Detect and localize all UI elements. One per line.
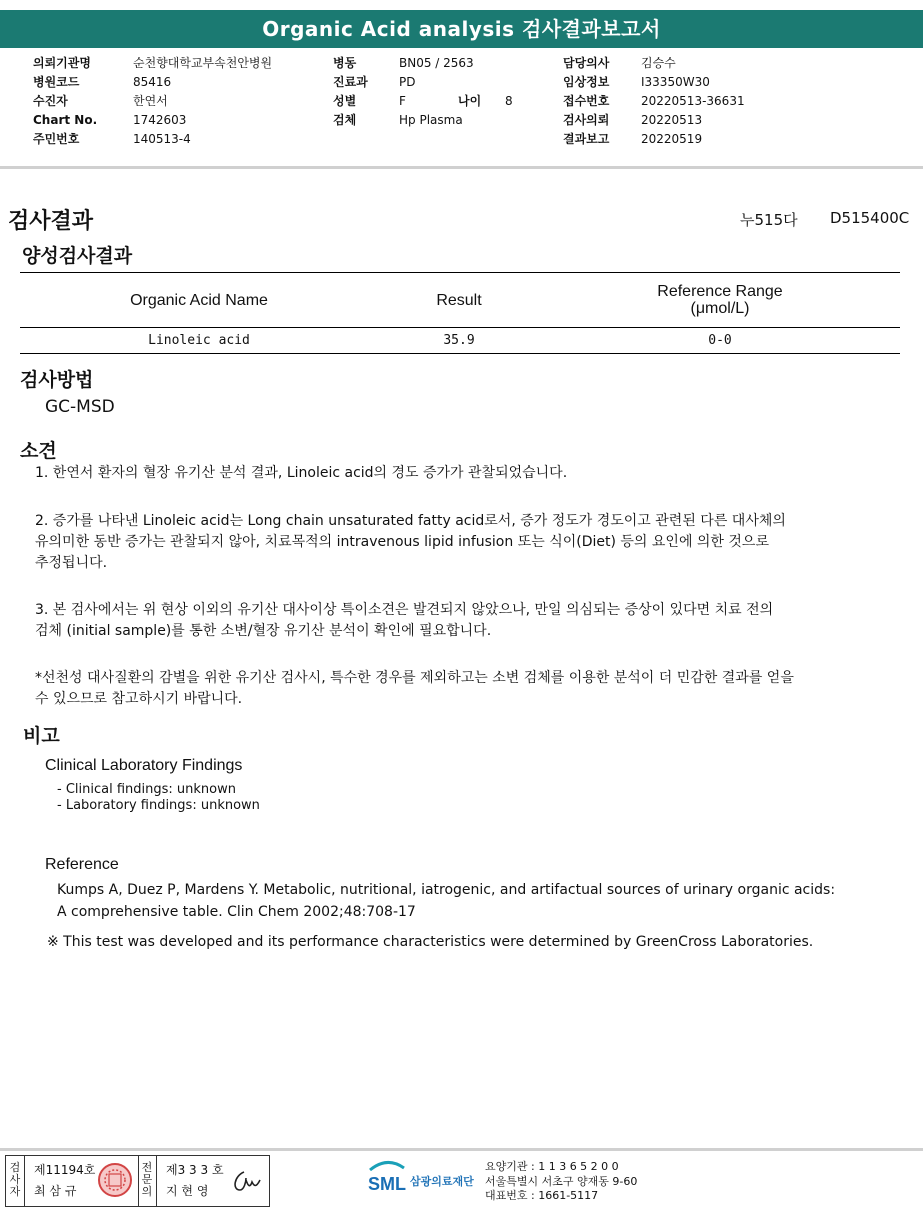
info-label: 접수번호 (563, 94, 610, 108)
result-heading: 검사결과 (8, 209, 94, 234)
range-header-unit: (μmol/L) (690, 300, 750, 317)
svg-text:SML: SML (368, 1174, 406, 1194)
sig2-name: 지 현 영 (166, 1184, 209, 1198)
info-label: 진료과 (333, 75, 368, 89)
age-label: 나이 (458, 94, 482, 108)
info-label: 담당의사 (563, 56, 610, 70)
info-label: 주민번호 (33, 132, 80, 146)
info-label: 성별 (333, 94, 357, 108)
lab-note: ※ This test was developed and its performance characteristics were determined by GreenCross Laboratories. (47, 934, 814, 950)
patient-info-panel (0, 48, 923, 169)
col-header-name: Organic Acid Name (20, 273, 378, 328)
method-heading: 검사방법 (20, 369, 94, 391)
finding-line: 유의미한 동반 증가는 관찰되지 않아, 치료목적의 intravenous lipid infusion 또는 식이(Diet) 등의 요인에 의한 것으로 (35, 534, 769, 550)
cell-result: 35.9 (378, 328, 540, 354)
info-label: 병원코드 (33, 75, 80, 89)
reference-line: A comprehensive table. Clin Chem 2002;48:708-17 (57, 904, 416, 920)
code-test: D515400C (830, 209, 910, 227)
footer-line: 서울특별시 서초구 양재동 9-60 (485, 1174, 638, 1188)
finding-line: 3. 본 검사에서는 위 현상 이외의 유기산 대사이상 특이소견은 발견되지 않았으나, 만일 의심되는 증상이 있다면 치료 전의 (35, 602, 774, 618)
info-value: PD (399, 75, 416, 89)
info-value: 20220513 (641, 113, 703, 127)
info-value: 140513-4 (133, 132, 191, 146)
cell-range: 0-0 (540, 328, 900, 354)
info-value: 순천향대학교부속천안병원 (133, 56, 273, 70)
finding-line: 수 있으므로 참고하시기 바랍니다. (35, 691, 243, 707)
finding-3 (35, 600, 905, 642)
code-korean: 누515다 (740, 211, 798, 229)
info-value: 85416 (133, 75, 172, 89)
info-value: Hp Plasma (399, 113, 463, 127)
clinical-items (57, 782, 260, 814)
col-header-result: Result (378, 273, 540, 328)
results-table (20, 272, 900, 354)
footer-line: 대표번호 : 1661-5117 (485, 1189, 599, 1202)
finding-line: 추정됩니다. (35, 555, 108, 571)
info-col-2 (333, 54, 533, 130)
finding-line: 검체 (initial sample)를 통한 소변/혈장 유기산 분석이 확인에 필요합니다. (35, 623, 492, 639)
findings-heading: 소견 (20, 440, 57, 462)
sig1-cell (24, 1156, 139, 1206)
info-col-3 (563, 54, 745, 149)
sig2-vertical-label: 전문의 (141, 1161, 153, 1198)
clinical-item: - Clinical findings: unknown (57, 782, 236, 797)
sig1-license: 제11194호 (34, 1163, 96, 1177)
sig2-cell (156, 1156, 268, 1206)
reference-heading: Reference (45, 856, 119, 873)
clinical-heading: Clinical Laboratory Findings (45, 757, 243, 774)
sig1-label-cell (6, 1156, 25, 1206)
finding-line: 2. 증가를 나타낸 Linoleic acid는 Long chain unsaturated fatty acid로서, 증가 정도가 경도이고 관련된 다른 대사체의 (35, 513, 786, 529)
range-header-label: Reference Range (657, 283, 783, 300)
info-label: 임상정보 (563, 75, 610, 89)
info-value: 20220519 (641, 132, 703, 146)
info-label: 수진자 (33, 94, 68, 108)
finding-note (35, 668, 905, 710)
signature-box (5, 1155, 270, 1207)
info-col-1 (33, 54, 273, 149)
info-value: 김승수 (641, 56, 676, 70)
finding-1 (35, 463, 905, 484)
info-value: I33350W30 (641, 75, 710, 89)
info-label: 검사의뢰 (563, 113, 610, 127)
info-value: BN05 / 2563 (399, 56, 474, 70)
info-label: 결과보고 (563, 132, 610, 146)
footer-line: 요양기관 : 1 1 3 6 5 2 0 0 (485, 1160, 619, 1173)
info-value: F (399, 94, 406, 108)
sig2-license: 제3 3 3 호 (166, 1163, 224, 1177)
sml-logo-icon (366, 1160, 408, 1194)
info-value: 1742603 (133, 113, 187, 127)
sig1-vertical-label: 검사자 (9, 1161, 21, 1198)
finding-line: 1. 한연서 환자의 혈장 유기산 분석 결과, Linoleic acid의 경도 증가가 관찰되었습니다. (35, 465, 568, 481)
cell-acid-name: Linoleic acid (20, 328, 378, 354)
method-value: GC-MSD (45, 397, 115, 417)
sig1-name: 최 삼 규 (34, 1184, 77, 1198)
remarks-heading: 비고 (23, 725, 60, 747)
info-label: Chart No. (33, 113, 98, 127)
sig2-label-cell (138, 1156, 157, 1206)
positive-results-heading: 양성검사결과 (22, 245, 133, 267)
info-value: 한연서 (133, 94, 168, 108)
table-row (20, 328, 900, 354)
finding-2 (35, 511, 905, 574)
finding-line: *선천성 대사질환의 감별을 위한 유기산 검사시, 특수한 경우를 제외하고는 소변 검체를 이용한 분석이 더 민감한 결과를 얻을 (35, 670, 794, 686)
seal-stamp-icon (97, 1162, 133, 1198)
org-name: 삼광의료재단 (410, 1175, 474, 1188)
signature-icon (230, 1166, 264, 1196)
info-value: 20220513-36631 (641, 94, 745, 108)
col-header-range (540, 273, 900, 328)
age-value: 8 (505, 94, 513, 108)
info-label: 검체 (333, 113, 357, 127)
info-label: 병동 (333, 56, 357, 70)
reference-text (57, 879, 835, 923)
reference-line: Kumps A, Duez P, Mardens Y. Metabolic, nutritional, iatrogenic, and artifactual sources of urinary organic acids: (57, 882, 836, 898)
report-title: Organic Acid analysis 검사결과보고서 (0, 10, 923, 48)
info-label: 의뢰기관명 (33, 56, 91, 70)
clinical-item: - Laboratory findings: unknown (57, 798, 260, 813)
footer-contact (485, 1160, 637, 1204)
footer-divider (0, 1148, 923, 1151)
